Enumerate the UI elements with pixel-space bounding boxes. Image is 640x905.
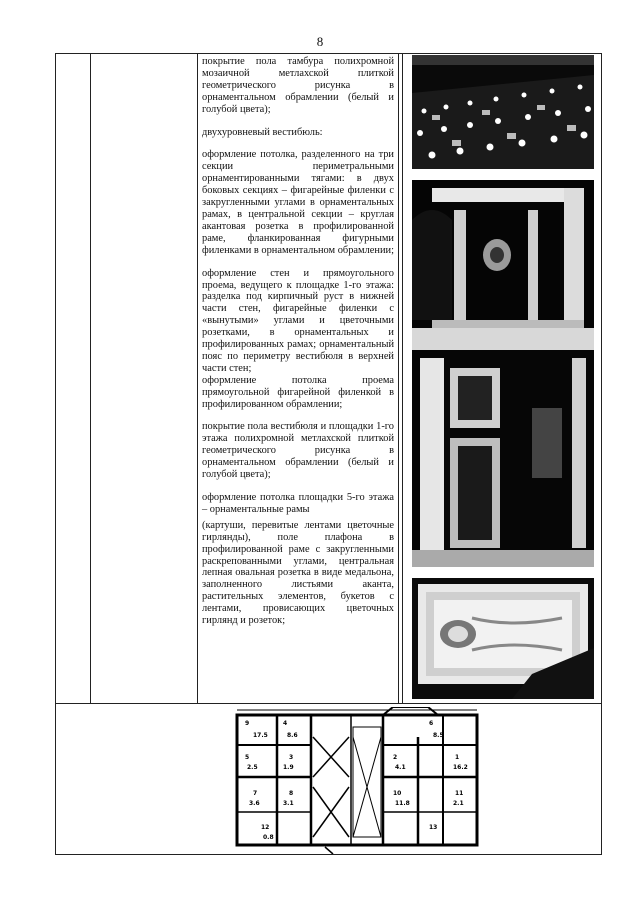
plan-room-label: 5 [245,754,250,761]
column-divider [402,54,403,703]
photo-floor-tiles [412,55,594,169]
paragraph-landing-ornament: (картуши, перевитые лентами цветочные гирлянды), поле плафона в профилированной раме с закругленными раскрепованными углами, центральная лепная овальная розетка в виде медальона, заполненного листьями аканта, растительных элементов, букетов с лентами, провисающих цветочных гирлянд и розеток; [202,519,394,627]
paragraph-vestibule-heading: двухуровневый вестибюль: [202,126,323,138]
plan-room-label: 6 [429,720,434,727]
photo-vestibule-walls [412,328,594,567]
paragraph-opening-ceiling: оформление потолка проема прямоугольной фигарейной филенкой в профилированном обрамлении; [202,374,394,410]
column-divider [398,54,399,703]
plan-area-label: 0.8 [263,834,274,841]
plan-area-label: 8.6 [287,732,298,739]
column-divider [90,54,91,703]
floor-plan-drawing [233,707,481,854]
paragraph-vestibule-ceiling: оформление потолка, разделенного на три секции периметральными орнаментированными тягами: в двух боковых секциях – фигарейные филенки с закругленными углами в орнаментальных рамах, в центральной секции – круглая акантовая розетка в профилированной раме, фланкированная фигурными филенками в орнаментальном обрамлении; [202,149,394,256]
plan-area-label: 2.1 [453,800,464,807]
page-number: 8 [316,34,324,49]
plan-room-label: 2 [393,754,398,761]
plan-room-label: 11 [455,790,464,797]
plan-area-label: 2.5 [247,764,258,771]
plan-room-label: 9 [245,720,250,727]
description-text [202,56,394,638]
plan-area-label: 1.9 [283,764,294,771]
paragraph-vestibule-floor: покрытие пола вестибюля и площадки 1-го этажа полихромной метлахской плиткой геометрического рисунка в орнаментальном обрамлении (белый и голубой цвета); [202,421,394,481]
plan-room-label: 8 [289,790,294,797]
paragraph-landing-ceiling: оформление потолка площадки 5-го этажа – орнаментальные рамы [202,492,394,515]
plan-area-label: 11.8 [395,800,410,807]
description-table [55,53,602,704]
floor-plan-row [55,704,602,855]
plan-area-label: 4.1 [395,764,406,771]
plan-room-label: 13 [429,824,438,831]
plan-area-label: 3.1 [283,800,294,807]
plan-area-label: 16.2 [453,764,468,771]
plan-room-label: 3 [289,754,294,761]
paragraph-floor-tambour: покрытие пола тамбура полихромной мозаичной метлахской плиткой геометрического рисунка в орнаментальном обрамлении (белый и голубой цвета); [202,56,394,115]
plan-room-label: 1 [455,754,460,761]
plan-room-label: 10 [393,790,402,797]
paragraph-vestibule-walls: оформление стен и прямоугольного проема, ведущего к площадке 1-го этажа: разделка под кирпичный руст в нижней части стен, фигарейные филенки с «вынутыми» углами и цветочными розетками, в орнаментальных и профилированных рамах; орнаментальный пояс по периметру вестибюля в верхней части стен; [202,267,394,374]
photo-landing-ceiling-5 [412,578,594,699]
column-divider [197,54,198,703]
plan-area-label: 17.5 [253,732,268,739]
plan-room-label: 4 [283,720,288,727]
photo-vestibule-ceiling [412,180,594,333]
plan-area-label: 3.6 [249,800,260,807]
plan-room-label: 12 [261,824,270,831]
plan-area-label: 8.5 [433,732,444,739]
plan-room-label: 7 [253,790,258,797]
